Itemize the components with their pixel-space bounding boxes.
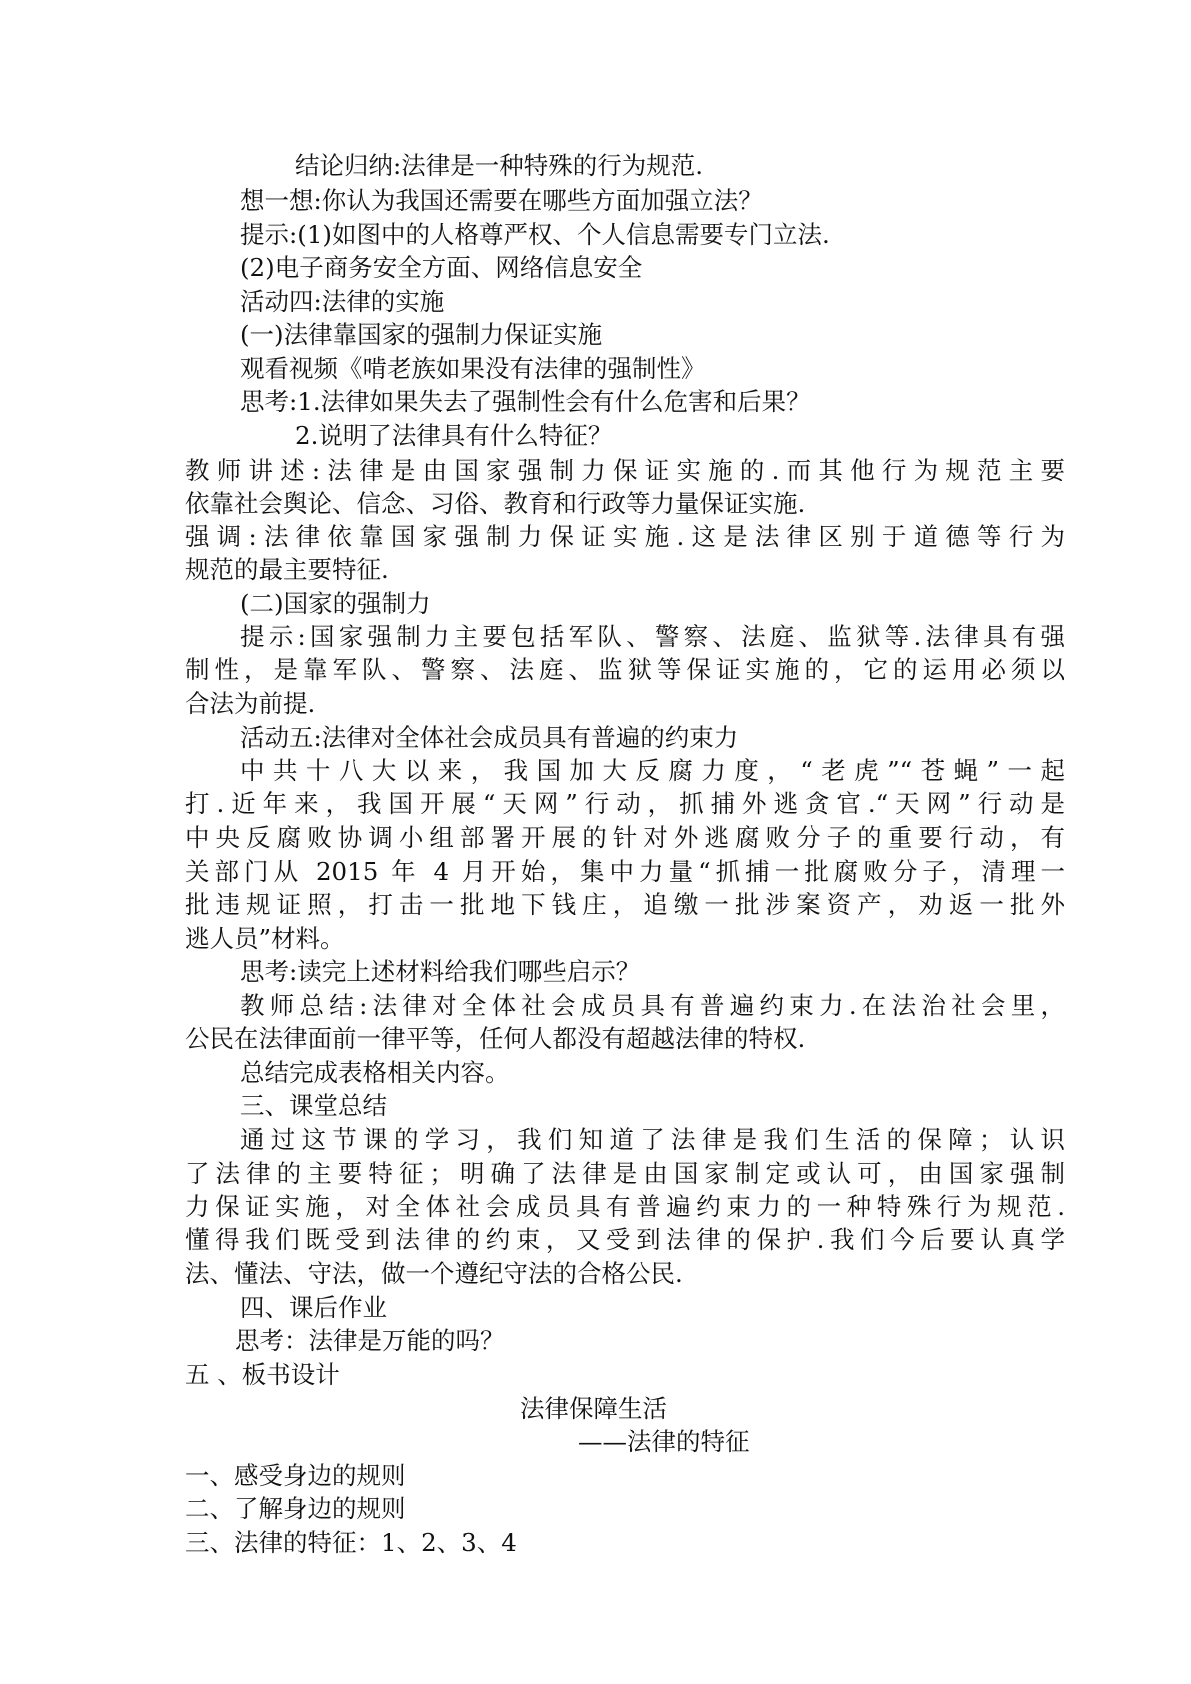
text-line: 活动五:法律对全体社会成员具有普遍的约束力 bbox=[240, 723, 739, 752]
text-line: 依靠社会舆论、信念、习俗、教育和行政等力量保证实施. bbox=[185, 489, 806, 518]
section-heading: 五 、板书设计 bbox=[185, 1360, 340, 1389]
section-heading: 三、课堂总结 bbox=[240, 1091, 387, 1120]
text-line: 关部门从 2015 年 4 月开始，集中力量“抓捕一批腐败分子，清理一 bbox=[185, 857, 1065, 886]
board-title: 法律保障生活 bbox=[520, 1394, 667, 1423]
text-line: 活动四:法律的实施 bbox=[240, 287, 445, 316]
text-line: 逃人员”材料。 bbox=[185, 924, 345, 953]
text-line: 总结完成表格相关内容。 bbox=[240, 1058, 510, 1087]
text-line: 通过这节课的学习，我们知道了法律是我们生活的保障；认识 bbox=[240, 1125, 1065, 1154]
board-item: 一、感受身边的规则 bbox=[185, 1461, 406, 1490]
text-line: 力保证实施，对全体社会成员具有普遍约束力的一种特殊行为规范. bbox=[185, 1192, 1065, 1221]
text-line: 合法为前提. bbox=[185, 689, 316, 718]
text-line: (二)国家的强制力 bbox=[240, 589, 431, 618]
text-line: 批违规证照，打击一批地下钱庄，追缴一批涉案资产，劝返一批外 bbox=[185, 890, 1065, 919]
text-line: 公民在法律面前一律平等，任何人都没有超越法律的特权. bbox=[185, 1024, 806, 1053]
text-line: 打.近年来，我国开展“天网”行动，抓捕外逃贪官.“天网”行动是 bbox=[185, 789, 1065, 818]
text-line: 提示:(1)如图中的人格尊严权、个人信息需要专门立法. bbox=[240, 220, 830, 249]
text-line: 想一想:你认为我国还需要在哪些方面加强立法？ bbox=[240, 186, 763, 215]
text-line: 结论归纳:法律是一种特殊的行为规范. bbox=[295, 151, 704, 180]
text-line: 制性，是靠军队、警察、法庭、监狱等保证实施的，它的运用必须以 bbox=[185, 655, 1065, 684]
board-subtitle: ——法律的特征 bbox=[578, 1427, 750, 1456]
text-line: 规范的最主要特征. bbox=[185, 555, 389, 584]
text-line: 提示:国家强制力主要包括军队、警察、法庭、监狱等.法律具有强 bbox=[240, 622, 1065, 651]
board-item: 二、了解身边的规则 bbox=[185, 1494, 406, 1523]
text-line: 思考:1.法律如果失去了强制性会有什么危害和后果？ bbox=[240, 387, 811, 416]
text-line: 思考：法律是万能的吗？ bbox=[235, 1326, 505, 1355]
text-line: 教师讲述:法律是由国家强制力保证实施的.而其他行为规范主要 bbox=[185, 456, 1065, 485]
text-line: 中共十八大以来，我国加大反腐力度，“老虎”“苍蝇”一起 bbox=[240, 756, 1065, 785]
text-line: 观看视频《啃老族如果没有法律的强制性》 bbox=[240, 354, 706, 383]
text-line: 懂得我们既受到法律的约束，又受到法律的保护.我们今后要认真学 bbox=[185, 1225, 1065, 1254]
text-line: 强调:法律依靠国家强制力保证实施.这是法律区别于道德等行为 bbox=[185, 522, 1065, 551]
board-item: 三、法律的特征：1、2、3、4 bbox=[185, 1528, 517, 1557]
text-line: (一)法律靠国家的强制力保证实施 bbox=[240, 320, 603, 349]
text-line: 法、懂法、守法，做一个遵纪守法的合格公民. bbox=[185, 1259, 683, 1288]
text-line: 思考:读完上述材料给我们哪些启示？ bbox=[240, 957, 641, 986]
text-line: 了法律的主要特征；明确了法律是由国家制定或认可，由国家强制 bbox=[185, 1159, 1065, 1188]
text-line: 教师总结:法律对全体社会成员具有普遍约束力.在法治社会里， bbox=[240, 991, 1065, 1020]
section-heading: 四、课后作业 bbox=[240, 1293, 387, 1322]
text-line: (2)电子商务安全方面、网络信息安全 bbox=[240, 253, 643, 282]
text-line: 2.说明了法律具有什么特征？ bbox=[295, 421, 613, 450]
text-line: 中央反腐败协调小组部署开展的针对外逃腐败分子的重要行动，有 bbox=[185, 823, 1065, 852]
